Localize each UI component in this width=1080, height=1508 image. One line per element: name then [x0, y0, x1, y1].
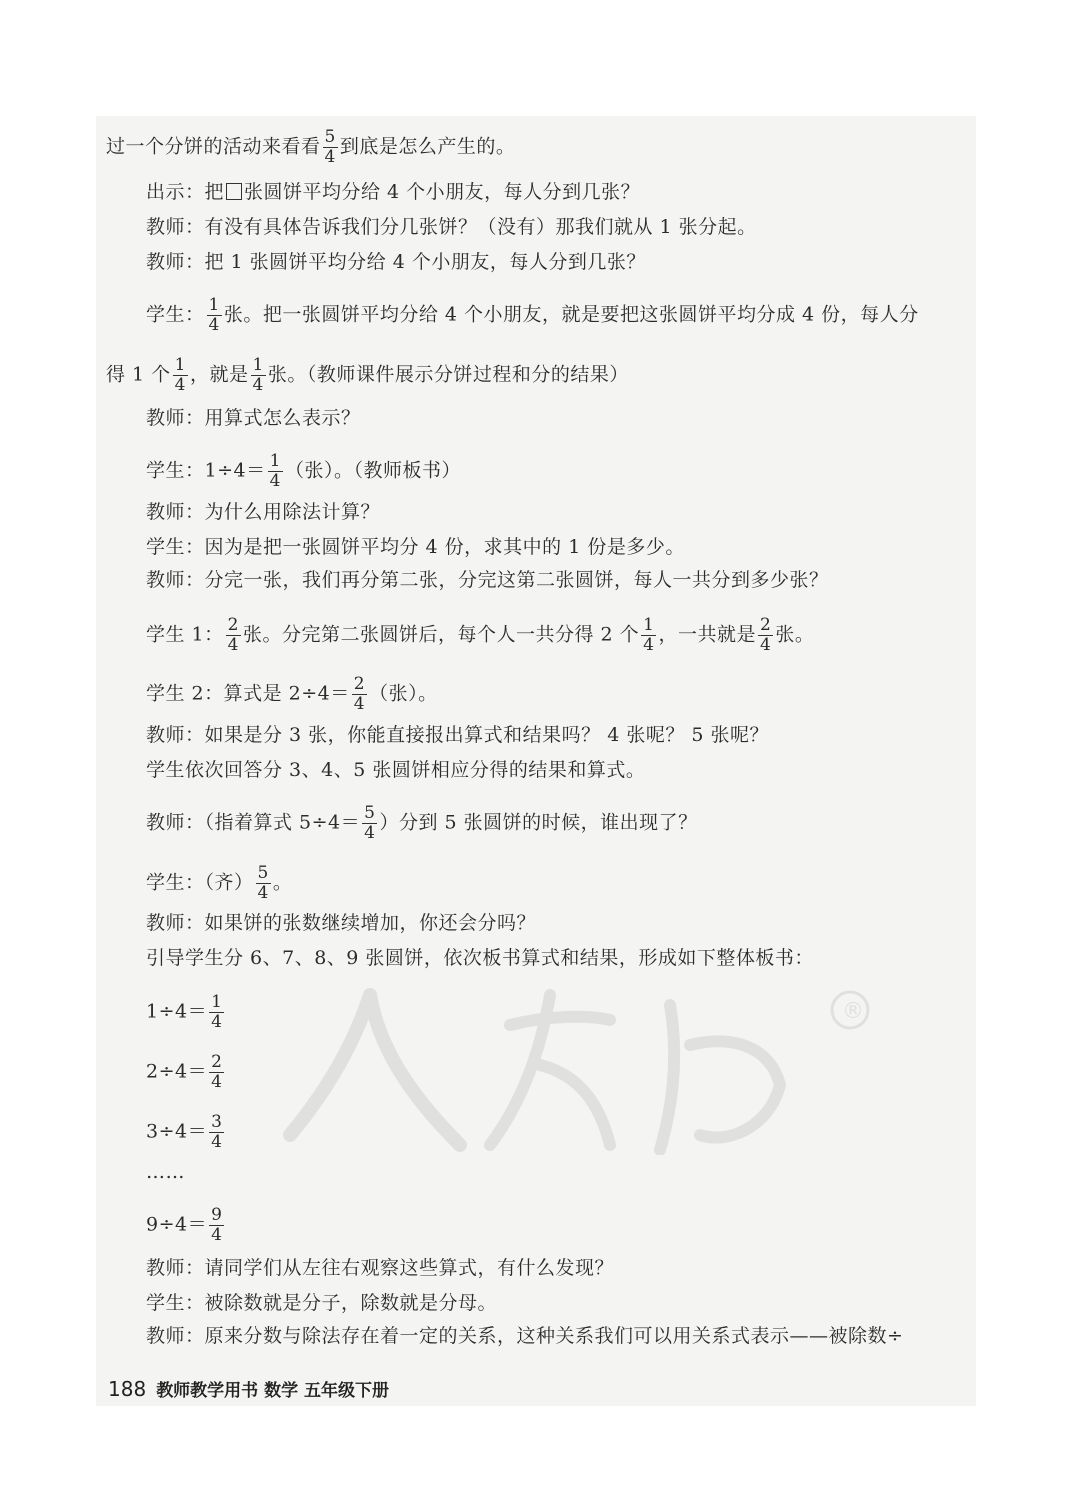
- text-segment: 出示：把: [146, 181, 225, 203]
- text-line: [106, 128, 515, 167]
- page-number: 188: [108, 1377, 147, 1401]
- watermark-stroke-2: [490, 995, 610, 1145]
- fraction: $\frac{3}{4}$: [211, 1112, 223, 1152]
- text-line: 得 1 个 $\frac{1}{4}$ ，就是 $\frac{1}{4}$ 张。（教师课件展示分饼过程和分的结果）: [106, 355, 629, 395]
- equation: 2÷4＝ $\frac{2}{4}$: [146, 1052, 223, 1092]
- text-line: 学生：被除数就是分子，除数就是分母。: [146, 1292, 498, 1314]
- fraction: $\frac{1}{4}$: [252, 355, 264, 395]
- fraction: $\frac{2}{4}$: [759, 615, 772, 655]
- text-segment: 过一个分饼的活动来看看: [106, 135, 321, 158]
- page-footer: [108, 1376, 389, 1401]
- fraction: $\frac{5}{4}$: [324, 127, 336, 167]
- text-line: 学生依次回答分 3、4、5 张圆饼相应分得的结果和算式。: [146, 759, 646, 781]
- text-line: 教师：如果饼的张数继续增加，你还会分吗？: [146, 912, 537, 934]
- watermark-stroke-3: [660, 1005, 780, 1150]
- equation: 3÷4＝ $\frac{3}{4}$: [146, 1112, 223, 1152]
- text-line: 学生 1： $\frac{2}{4}$ 张。分完第二张圆饼后，每个人一共分得 2 个 $\frac{1}{4}$ ，一共就是 $\frac{2}{4}$ 张。: [146, 615, 815, 655]
- equation: 9÷4＝ $\frac{9}{4}$: [146, 1205, 223, 1245]
- text-line: 学生： $\frac{1}{4}$ 张。把一张圆饼平均分给 4 个小朋友，就是要把这张圆饼平均分成 4 份，每人分: [146, 295, 919, 335]
- fraction: $\frac{9}{4}$: [211, 1205, 223, 1245]
- fraction: $\frac{1}{4}$: [174, 355, 186, 395]
- ellipsis: ……: [146, 1161, 185, 1183]
- fraction: $\frac{1}{4}$: [211, 992, 223, 1032]
- blank-box-icon: [226, 183, 242, 200]
- text-line: 教师：为什么用除法计算？: [146, 501, 381, 523]
- text-line: 教师：请同学们从左往右观察这些算式，有什么发现？: [146, 1257, 615, 1279]
- book-title: 教师教学用书 数学 五年级下册: [156, 1381, 390, 1401]
- text-line: 教师：把 1 张圆饼平均分给 4 个小朋友，每人分到几张？: [146, 251, 646, 273]
- fraction: $\frac{1}{4}$: [643, 615, 655, 655]
- fraction: $\frac{2}{4}$: [227, 615, 239, 655]
- text-line: 学生：1÷4＝ $\frac{1}{4}$ （张）。（教师板书）: [146, 451, 461, 491]
- fraction: $\frac{5}{4}$: [364, 803, 376, 843]
- text-segment: 张圆饼平均分给 4 个小朋友，每人分到几张？: [244, 181, 641, 203]
- text-line: 教师：分完一张，我们再分第二张，分完这第二张圆饼，每人一共分到多少张？: [146, 569, 829, 591]
- text-line: 教师：如果是分 3 张，你能直接报出算式和结果吗？ 4 张呢？ 5 张呢？: [146, 724, 770, 746]
- fraction: $\frac{2}{4}$: [353, 674, 366, 714]
- fraction: $\frac{1}{4}$: [269, 451, 281, 491]
- fraction: $\frac{5}{4}$: [257, 863, 269, 903]
- text-line: [146, 180, 640, 204]
- text-line: 学生 2：算式是 2÷4＝ $\frac{2}{4}$ （张）。: [146, 674, 438, 714]
- text-line: 教师：用算式怎么表示？: [146, 407, 361, 429]
- text-line: 学生：（齐） $\frac{5}{4}$ 。: [146, 863, 293, 903]
- svg-text:®: ®: [842, 999, 864, 1024]
- text-segment: 到底是怎么产生的。: [339, 135, 516, 158]
- fraction: $\frac{1}{4}$: [208, 295, 220, 335]
- text-line: 教师：有没有具体告诉我们分几张饼？（没有）那我们就从 1 张分起。: [146, 216, 757, 238]
- text-line: 引导学生分 6、7、8、9 张圆饼，依次板书算式和结果，形成如下整体板书：: [146, 947, 814, 969]
- text-line: 教师：原来分数与除法存在着一定的关系，这种关系我们可以用关系式表示——被除数÷: [146, 1325, 904, 1347]
- text-line: 学生：因为是把一张圆饼平均分 4 份，求其中的 1 份是多少。: [146, 536, 685, 558]
- publisher-watermark: [250, 985, 890, 1155]
- text-line: 教师：（指着算式 5÷4＝ $\frac{5}{4}$ ）分到 5 张圆饼的时候，谁出现了？: [146, 803, 698, 843]
- watermark-stroke-1: [290, 995, 460, 1145]
- fraction: $\frac{2}{4}$: [211, 1052, 223, 1092]
- equation: 1÷4＝ $\frac{1}{4}$: [146, 992, 223, 1032]
